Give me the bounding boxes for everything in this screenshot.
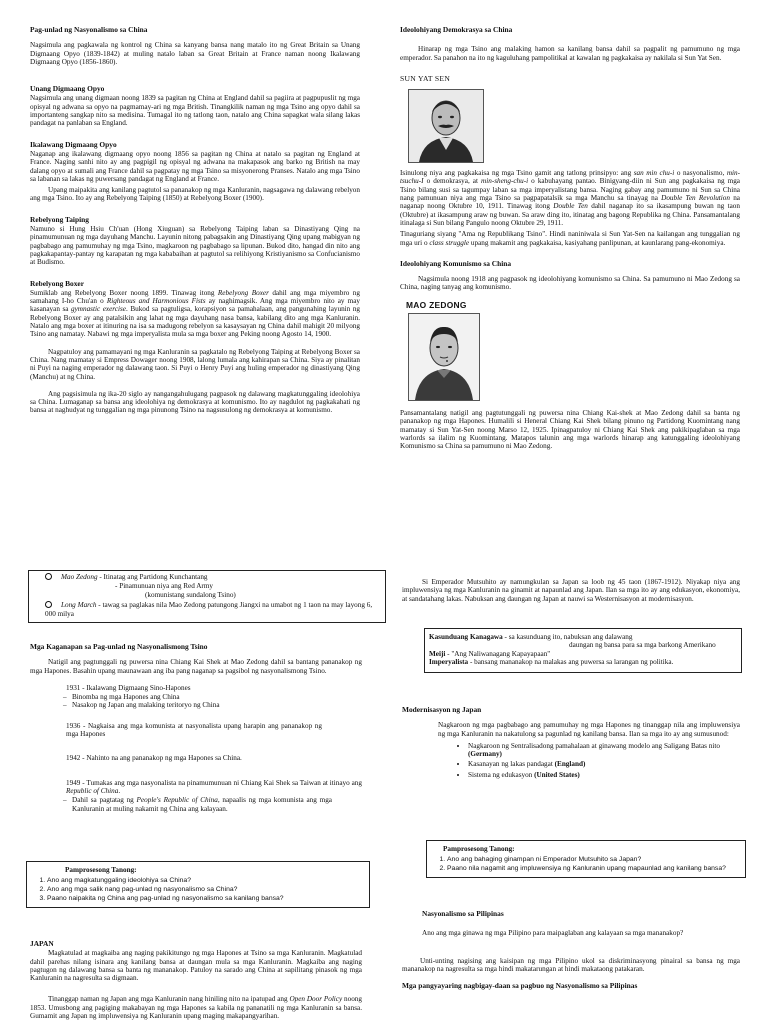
bullet-item-long-march: Long March - tawag sa paglakas nila Mao Zedong patungong Jiangxi na umabot ng 1 taon na may layong 6, 000 milya: [45, 600, 373, 618]
list-1949: [30, 796, 362, 813]
year-1942: 1942 - Nahinto na ang pananakop ng mga Hapones sa China.: [66, 754, 242, 763]
heading-japan: JAPAN: [30, 939, 54, 948]
tanong-list: [433, 855, 739, 873]
paragraph-sun-yat-sen: Isinulong niya ang pagkakaisa ng mga Tsino gamit ang tatlong prinsipyo: ang san min chu-i o nasyonalismo, min-tsuchu-I o demokrasya, at min-sheng-chu-i o kabuhayang pantao. Binigyang-diin ni Sun ang pagkakaisa ng mga Tsino bilang susi sa tagumpay laban sa mga imperyalistang bansa. Naging gabay ang pamumuno ni Sun sa China nang pamunuan niya ang mga Tsino sa pagpapatalsik sa mga Manchu sa tinayag na Double Ten Revolution na naganap noong Oktubre 10, 1911. Tinawag itong Double Ten dahil naganap ito sa ikasampung buwan ng taon (Oktubre) at ikasampung araw ng buwan. Sa araw ding ito, itinatag ang bagong Republika ng China. Pansamantalang itinalaga si Sun bilang Pangulo noong Oktubre 29, 1911.: [400, 169, 740, 227]
year-1949: 1949 - Tumakas ang mga nasyonalista na pinamumunuan ni Chiang Kai Shek sa Taiwan at itinayo ang Republic of China.: [66, 778, 362, 795]
heading-pilipinas: Nasyonalismo sa Pilipinas: [422, 909, 504, 918]
paragraph-mutsuhito: Si Emperador Mutsuhito ay namungkulan sa Japan sa loob ng 45 taon (1867-1912). Niyakap niya ang impluwensiya ng mga Kanluranin na ginamit at napaunlad ang Japan. Ilan sa mga ito ay ang edukasyon, ekonomiya, at sandatahang lakas. Nabuksan ang daungan ng Japan at nauwi sa Westernisasyon at modernisasyon.: [402, 578, 740, 603]
year-1936: 1936 - Nagkaisa ang mga komunista at nasyonalista upang harapin ang pananakop ng mga Hapones: [66, 721, 322, 739]
mao-zedong-portrait: [408, 313, 480, 401]
paragraph-modernisasyon: Nagkaroon ng mga pagbabago ang pamumuhay ng mga Hapones ng tinanggap nila ang impluwensiya ng mga Kanluranin na nakatulong sa pagunlad ng kanilang bansa. Ilan sa mga ito ay ang sumusunod:: [438, 721, 740, 738]
heading-taiping: Rebelyong Taiping: [30, 214, 89, 224]
question-2: 2. Paano nila nagamit ang impluwensiya ng Kanluranin upang mapaunlad ang kanilang bansa?: [447, 864, 739, 873]
year-1931: 1931 - Ikalawang Digmaang Sino-Hapones: [66, 683, 191, 692]
paragraph-ikalawang-opyo: Naganap ang ikalawang digmaang opyo noong 1856 sa pagitan ng China at natalo sa pagitan ng England at France. Naging sanhi nito ay ang pagpigil ng opisyal ng adwana na makapasok ang barko ng British na may dalang opyo at sumali ang France dahil sa pagpatay ng mga Tsino sa misyonerong Pranses. Natalo ang mga Tsino sa labanan sa lakas ng puwersang pandagat ng England at France.: [30, 149, 360, 183]
paragraph-sun-yat-sen-2: Tinaguriang siyang "Ama ng Republikang Tsino". Hindi naniniwala si Sun Yat-Sen na kailangan ang tunggalian ng mga uri o class struggle upang makamit ang pagkakaisa, kasiyahang panlipunan, at kaunlarang pang-ekonomiya.: [400, 230, 740, 247]
circle-bullet-icon: [45, 573, 52, 580]
japan-section: [30, 940, 362, 1023]
heading-komunismo: Ideolohiyang Komunismo sa China: [400, 258, 512, 268]
paragraph-demokrasya: Hinarap ng mga Tsino ang malaking hamon sa kanilang bansa dahil sa pagpalit ng pamumuno ng mga emperador. Sa panahon na ito ng kaguluhang pampolitikal at kawalan ng pagkakaisa ay nakilala si Sun Yat Sen.: [400, 45, 740, 62]
tanong-box-china: [26, 861, 370, 908]
list-item: • Nagkaroon ng Sentralisadong pamahalaan at ginawang modelo ang Saligang Batas nito (Germany): [468, 742, 720, 759]
heading-modernisasyon: Modernisasyon ng Japan: [402, 705, 482, 714]
paragraph-mao-zedong: Pansamantalang natigil ang pagtutunggali ng puwersa nina Chiang Kai-shek at Mao Zedong dahil sa banta ng pananakop ng mga Hapones. Humalili si Heneral Chiang Kai Shek bilang pinuno ng Partidong Kuomintang nang mamatay si Sun Yat-Sen noong Marso 12, 1925. Ipinagpatuloy ni Chiang Kai Shek ang pakikipaglaban sa mga warlords sa ilalim ng Kuomintang. Matapos talunin ang mga warlords hinarap ang katunggaling ideolohiyang Komunismo sa China sa pamumuno ni Mao Zedong.: [400, 409, 740, 451]
heading-ikalawang-opyo: Ikalawang Digmaang Opyo: [30, 139, 117, 149]
question-2: 2. Ano ang mga salik nang pag-unlad ng nasyonalismo sa China?: [47, 885, 363, 894]
paragraph-boxer-2: Nagpatuloy ang pamamayani ng mga Kanluranin sa pagkatalo ng Rebelyong Taiping at Rebelyong Boxer sa China. Nang mamatay si Empress Dowager noong 1908, lalong lumala ang kahirapan sa China. Siya ay pinalitan ni Puyi na naging emperador ng dalawang taon. Si Puyi o Henry Puyi ang huling emperador ng dinastiyang Qing (Manchu) at ng China.: [30, 347, 360, 381]
kaganapan-section: [30, 643, 362, 815]
right-column: [400, 26, 740, 454]
question-1: 1. Ano ang magkatunggaling ideolohiya sa China?: [47, 876, 363, 885]
question-3: 3. Paano naipakita ng China ang pag-unlad ng nasyonalismo sa kanilang bansa?: [47, 894, 363, 903]
modernisasyon-list: [402, 742, 740, 779]
mao-zedong-label: MAO ZEDONG: [406, 299, 467, 310]
left-column: [30, 26, 360, 418]
list-item: – Dahil sa pagtatag ng People's Republic of China, napaalis ng mga komunista ang mga Kanluranin at muling nakamit ng China ang kalayaan.: [72, 796, 332, 813]
portrait-icon: [409, 90, 483, 162]
mutsuhito-section: [402, 578, 740, 606]
bullet-item-komunista: (komunistang sundalong Tsino): [145, 591, 236, 600]
paragraph-japan-2: Tinanggap naman ng Japan ang mga Kanluranin nang hiniling nito na ipatupad ang Open Door Policy noong 1853. Umusbong ang pagiging makabayan ng mga Hapones sa kabila ng pananatili ng mga Kanluranin sa bansa. Gumamit ang Japan ng impluwensiya ng Kanluranin upang maging makapangyarihan.: [30, 995, 362, 1021]
paragraph-ikalawang-opyo-2: Upang maipakita ang kanilang pagtutol sa pananakop ng mga Kanluranin, nagsagawa ng dalawang rebelyon ang mga Tsino. Ito ay ang Rebelyong Taiping (1850) at Rebelyong Boxer (1900).: [30, 186, 360, 203]
paragraph-pag-unlad: Nagsimula ang pagkawala ng kontrol ng China sa kanyang bansa nang matalo ito ng Great Britain sa Unang Digmaang Opyo (1839-1842) at muling natalo laban sa Great Britain at France naman noong Ikalawang Digmaang Opyo (1856-1860).: [30, 41, 360, 66]
paragraph-komunismo: Nagsimula noong 1918 ang pagpasok ng ideolohiyang komunismo sa China. Sa pamumuno ni Mao Zedong sa China, naging tanyag ang komunismo.: [400, 275, 740, 292]
pilipinas-section: [402, 910, 740, 991]
paragraph-pilipinas-2: Unti-unting nagising ang kaisipan ng mga Pilipino ukol sa diskriminasyong pinairal sa bansa ng mga mananakop na nagresulta sa mga hindi makatarungan at hindi makataong patakaran.: [402, 956, 740, 973]
heading-boxer: Rebelyong Boxer: [30, 278, 84, 288]
bullet-item-red-army: - Pinamunuan niya ang Red Army: [115, 582, 214, 591]
bullet-item-mao-zedong: Mao Zedong - Itinatag ang Partidong Kunchantang: [45, 573, 379, 582]
list-item: – Binomba ng mga Hapones ang China: [72, 693, 362, 701]
heading-pag-unlad: Pag-unlad ng Nasyonalismo sa China: [30, 25, 148, 34]
paragraph-japan: Magkatulad at magkaiba ang naging pakikitungo ng mga Hapones at Tsino sa mga Kanluranin. Magkatulad dahil parehas nilang isinara ang kanilang bansa at daungan mula sa mga Kanluranin. Magkaiba ang naging pagtugon ng dalawang bansa sa banta ng mananakop. Patuloy na sarado ang China at sapilitang pinasok ng mga Kanluranin na nagresulta sa digmaan.: [30, 949, 362, 983]
list-item: • Kasanayan ng lakas pandagat (England): [468, 760, 720, 768]
question-1: 1. Ano ang bahaging ginampan ni Emperador Mutsuhito sa Japan?: [447, 855, 739, 864]
portrait-icon: [409, 314, 479, 400]
list-1931: [30, 693, 362, 710]
tanong-box-japan: [426, 840, 746, 878]
list-item: • Sistema ng edukasyon (United States): [468, 771, 720, 779]
circle-bullet-icon: [45, 601, 52, 608]
tanong-title: Pamprosesong Tanong:: [443, 845, 515, 853]
paragraph-boxer: Sumiklab ang Rebelyong Boxer noong 1899. Tinawag itong Rebelyong Boxer dahil ang mga miyembro ng samahang I-ho Chu'an o Righteous and Harmonious Fists ay naghimagsik. Ang mga miyembro nito ay may kasanayan sa gymnastic exercise. Bukod sa pagtuligsa, korapsiyon sa pamahalaan, ang pangunahing layunin ng Rebelyong Boxer ay ang patalsikin ang lahat ng mga dayuhang nasa bansa, kabilang dito ang mga Kanluranin. Natalo ang mga boxer at itinuring na isa sa madugong rebelyon sa kasaysayan ng China dahil mahigit 20 milyong Tsino ang namatay. Nabawi ng mga imperyalista mula sa mga boxer ang Peking noong Agosto 14, 1900.: [30, 288, 361, 339]
heading-demokrasya: Ideolohiyang Demokrasya sa China: [400, 25, 513, 34]
modernisasyon-section: [402, 706, 740, 783]
tanong-title: Pamprosesong Tanong:: [65, 866, 137, 874]
kanagawa-box: [424, 628, 742, 673]
tanong-list: [33, 876, 363, 903]
paragraph-pilipinas: Ano ang mga ginawa ng mga Pilipino para maipaglaban ang kalayaan sa mga mananakop?: [422, 929, 684, 938]
meiji-line: Meiji - "Ang Naliwanagang Kapayapaan": [429, 649, 551, 658]
list-item: – Nasakop ng Japan ang malaking teritoryo ng China: [72, 701, 362, 709]
sun-yat-sen-label: SUN YAT SEN: [400, 73, 451, 83]
paragraph-boxer-3: Ang pagsisimula ng ika-20 siglo ay nangangahulugang pagpasok ng dalawang magkatunggaling ideolohiya sa China. Lumaganap sa bansa ang ideolohiya ng demokrasya at komunismo. Ito ay nagdulot ng pagkakahati ng bansa at naghudyat ng tunggalian ng mga pinunong Tsino na nagsusulong ng demokrasya at komunismo.: [30, 389, 360, 415]
mao-long-march-box: [28, 570, 386, 623]
kanagawa-line-2: daungan ng bansa para sa mga barkong Amerikano: [569, 641, 716, 650]
kanagawa-line: Kasunduang Kanagawa - sa kasunduang ito, nabuksan ang dalawang: [429, 633, 633, 641]
heading-pangyayaring: Mga pangyayaring nagbigay-daan sa pagbuo ng Nasyonalismo sa Pilipinas: [402, 981, 638, 991]
paragraph-taiping: Namuno si Hung Hsiu Ch'uan (Hong Xiuguan) sa Rebelyong Taiping laban sa Dinastiyang Qing na pinamumunuan ng mga dayuhang Manchu. Layunin nitong pabagsakin ang Dinastiyang Qing upang mabigyan ng pagbabago ang pamumuhay ng mga Tsino, magkaroon ng pagbabago sa lipunan. Bukod dito, hangad din nito ang pagkakapantay-pantay ng karapatan ng mga kababaihan at pagtutol sa relihiyong Kristiyanismo sa Confucianismo at Budismo.: [30, 225, 360, 267]
paragraph-kaganapan: Natigil ang pagtunggali ng puwersa nina Chiang Kai Shek at Mao Zedong dahil sa bantang pananakop ng mga Hapones. Basahin upang maunawaan ang iba pang naganap sa pagsibol ng nasyonalismong Tsino.: [30, 658, 362, 675]
heading-kaganapan: Mga Kaganapan sa Pag-unlad ng Nasyonalismong Tsino: [30, 642, 208, 651]
paragraph-unang-opyo: Nagsimula ang unang digmaan noong 1839 sa pagitan ng China at England dahil sa pagiira at pagpupuslit ng mga opisyal ng adwana sa opyo na pagmamay-ari ng mga British. Tinangkilik naman ng mga Tsino ang opyo dahil sa importanteng sangkap nito sa medisina. Tumagal ito ng tatlong taon, natalo ang China sapagkat wala silang lakas pandagat na panlaban sa England.: [30, 94, 360, 128]
heading-unang-opyo: Unang Digmaang Opyo: [30, 84, 105, 94]
sun-yat-sen-portrait: [408, 89, 484, 163]
imperyalista-line: Imperyalista - bansang mananakop na malakas ang puwersa sa larangan ng politika.: [429, 658, 674, 667]
